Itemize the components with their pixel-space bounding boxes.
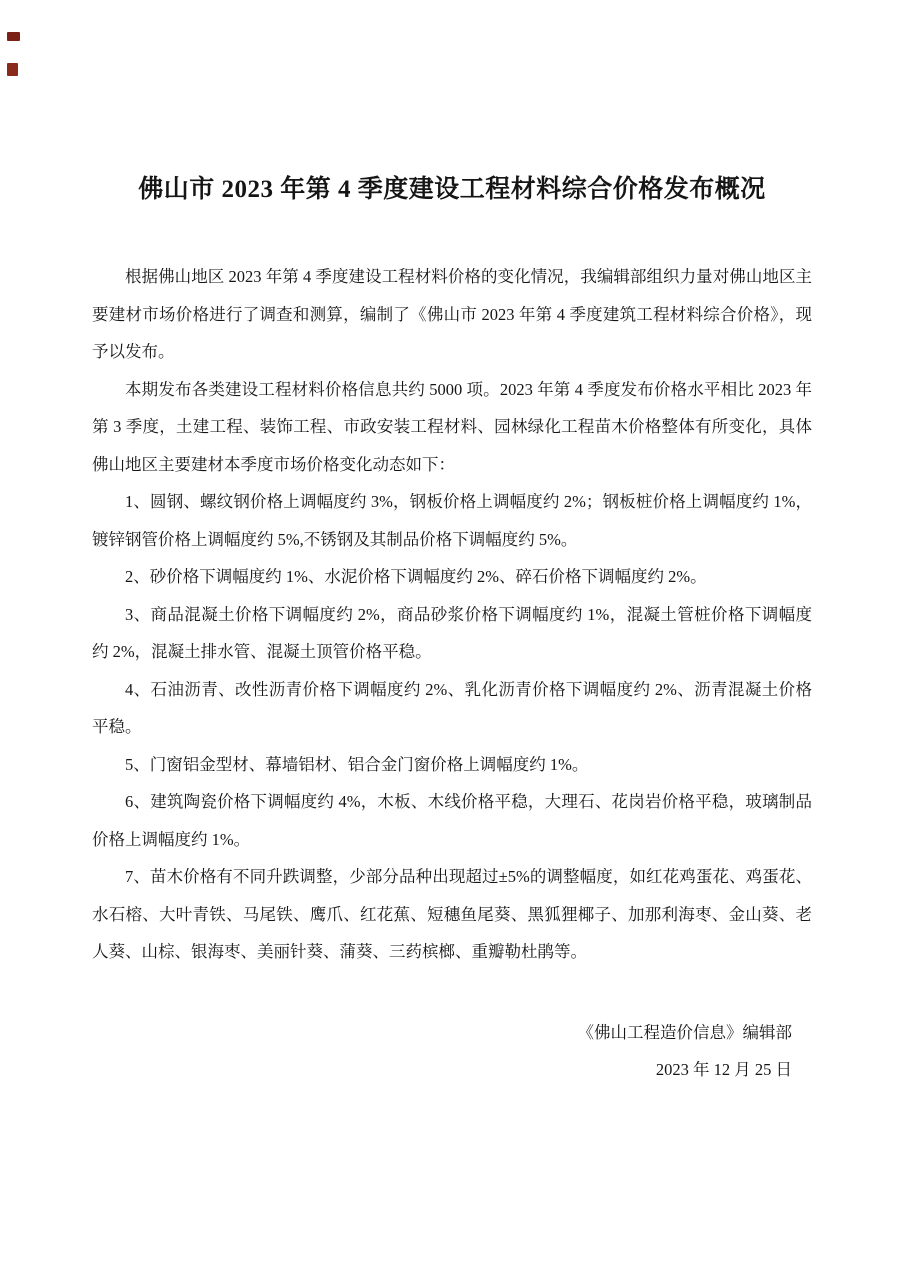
body-paragraph: 4、石油沥青、改性沥青价格下调幅度约 2%、乳化沥青价格下调幅度约 2%、沥青混凝土价格平稳。 [92, 679, 812, 736]
body-paragraph: 2、砂价格下调幅度约 1%、水泥价格下调幅度约 2%、碎石价格下调幅度约 2%。 [125, 567, 707, 586]
red-mark-icon [7, 32, 20, 41]
signature-date: 2023 年 12 月 25 日 [655, 1060, 792, 1079]
body-paragraph: 5、门窗铝金型材、幕墙铝材、铝合金门窗价格上调幅度约 1%。 [125, 754, 589, 774]
body-paragraph: 6、建筑陶瓷价格下调幅度约 4%，木板、木线价格平稳，大理石、花岗岩价格平稳，玻璃制品价格上调幅度约 1%。 [92, 792, 812, 849]
red-mark-icon [7, 63, 18, 76]
body-paragraph: 根据佛山地区 2023 年第 4 季度建设工程材料价格的变化情况，我编辑部组织力量对佛山地区主要建材市场价格进行了调查和测算，编制了《佛山市 2023 年第 4 季度建筑工程材料综合价格》，现予以发布。 [92, 267, 812, 361]
body-paragraph: 1、圆钢、螺纹钢价格上调幅度约 3%，钢板价格上调幅度约 2%；钢板桩价格上调幅度约 1%，镀锌钢管价格上调幅度约 5%,不锈钢及其制品价格下调幅度约 5%。 [92, 492, 812, 549]
body-paragraph: 本期发布各类建设工程材料价格信息共约 5000 项。2023 年第 4 季度发布价格水平相比 2023 年第 3 季度，土建工程、装饰工程、市政安装工程材料、园林绿化工程苗木价格整体有所变化，具体佛山地区主要建材本季度市场价格变化动态如下： [92, 379, 812, 474]
body-paragraph: 7、苗木价格有不同升跌调整，少部分品种出现超过±5%的调整幅度，如红花鸡蛋花、鸡蛋花、水石榕、大叶青铁、马尾铁、鹰爪、红花蕉、短穗鱼尾葵、黑狐狸椰子、加那利海枣、金山葵、老人葵、山棕、银海枣、美丽针葵、蒲葵、三药槟榔、重瓣勒杜鹃等。 [92, 867, 812, 961]
signature-block [92, 1014, 812, 1089]
signature-author: 《佛山工程造价信息》编辑部 [577, 1022, 792, 1042]
page-title: 佛山市 2023 年第 4 季度建设工程材料综合价格发布概况 [138, 176, 766, 203]
document-body [92, 258, 812, 971]
body-paragraph: 3、商品混凝土价格下调幅度约 2%，商品砂浆价格下调幅度约 1%，混凝土管桩价格下调幅度约 2%，混凝土排水管、混凝土顶管价格平稳。 [92, 604, 812, 661]
